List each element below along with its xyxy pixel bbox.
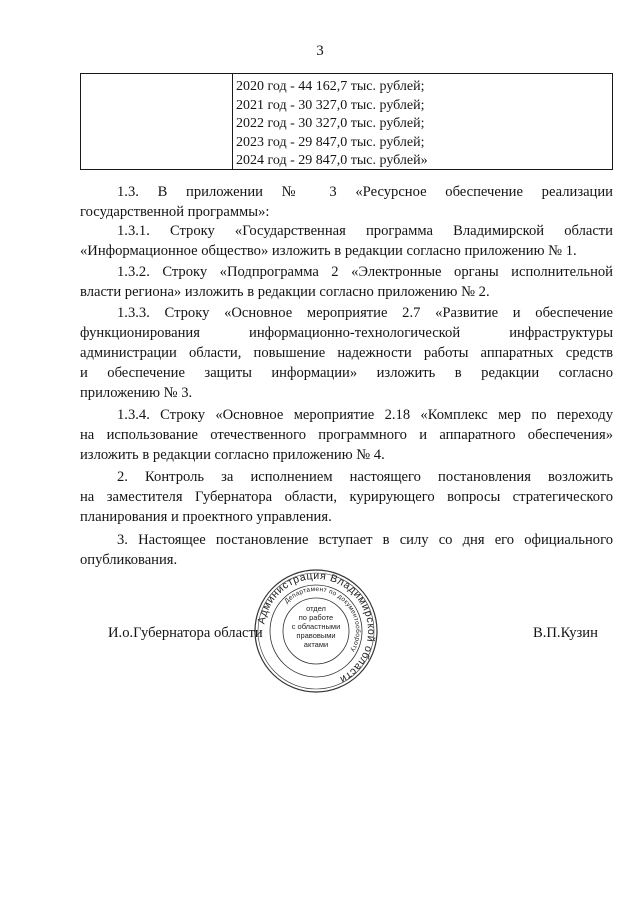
text-line: на заместителя Губернатора области, курирующего вопросы стратегического — [80, 489, 613, 505]
paragraph-1-3-4 — [80, 405, 613, 465]
text-line: администрации области, повышение надежности работы аппаратных средств — [80, 345, 613, 361]
text-line: и обеспечение защиты информации» изложить в редакции согласно — [80, 365, 613, 381]
text-line: власти региона» изложить в редакции согласно приложению № 2. — [80, 284, 490, 300]
paragraph-1-3-1 — [80, 221, 613, 261]
stamp-center-line: по работе — [298, 613, 334, 622]
funding-table — [80, 73, 613, 170]
text-line: 1.3. В приложении № 3 «Ресурсное обеспечение реализации — [117, 184, 613, 200]
paragraph-1-3 — [80, 182, 613, 222]
stamp-center-text — [290, 604, 342, 649]
text-line: изложить в редакции согласно приложению № 4. — [80, 447, 385, 463]
text-line: на использование отечественного программного и аппаратного обеспечения» — [80, 427, 613, 443]
text-line: «Информационное общество» изложить в редакции согласно приложению № 1. — [80, 243, 577, 259]
stamp-center-line: с областными — [291, 622, 341, 631]
text-line: планирования и проектного управления. — [80, 509, 332, 525]
stamp-center-line: правовыми — [296, 631, 336, 640]
stamp-center-line: актами — [303, 640, 329, 649]
funding-row: 2024 год - 29 847,0 тыс. рублей» — [236, 153, 428, 168]
stamp-center-line: отдел — [306, 604, 326, 613]
text-line: 1.3.3. Строку «Основное мероприятие 2.7 «Развитие и обеспечение — [117, 305, 613, 321]
text-line: 2. Контроль за исполнением настоящего постановления возложить — [117, 469, 613, 485]
funding-row: 2020 год - 44 162,7 тыс. рублей; — [236, 79, 425, 94]
paragraph-3 — [80, 530, 613, 570]
funding-row: 2023 год - 29 847,0 тыс. рублей; — [236, 134, 425, 150]
official-stamp — [253, 568, 379, 694]
stamp-outer-text: Администрация Владимирской области — [255, 569, 378, 686]
paragraph-1-3-2 — [80, 262, 613, 302]
funding-table-empty-cell — [81, 74, 233, 169]
stamp-inner-text: Департамент по документообороту — [283, 585, 362, 654]
text-line: 3. Настоящее постановление вступает в силу со дня его официального — [117, 532, 613, 548]
text-line: приложению № 3. — [80, 385, 193, 401]
paragraph-2 — [80, 467, 613, 527]
funding-table-values — [236, 78, 428, 171]
paragraph-1-3-3 — [80, 303, 613, 403]
text-line: функционирования информационно-технологической инфраструктуры — [80, 325, 613, 341]
page-number: 3 — [316, 43, 324, 59]
funding-row: 2021 год - 30 327,0 тыс. рублей; — [236, 97, 425, 113]
text-line: государственной программы»: — [80, 204, 270, 220]
signer-name: В.П.Кузин — [533, 625, 598, 641]
text-line: 1.3.2. Строку «Подпрограмма 2 «Электронные органы исполнительной — [117, 264, 613, 280]
text-line: 1.3.4. Строку «Основное мероприятие 2.18 «Комплекс мер по переходу — [117, 407, 613, 423]
text-line: опубликования. — [80, 552, 178, 568]
funding-row: 2022 год - 30 327,0 тыс. рублей; — [236, 116, 425, 131]
signer-title: И.о.Губернатора области — [108, 625, 263, 641]
text-line: 1.3.1. Строку «Государственная программа Владимирской области — [117, 223, 613, 239]
